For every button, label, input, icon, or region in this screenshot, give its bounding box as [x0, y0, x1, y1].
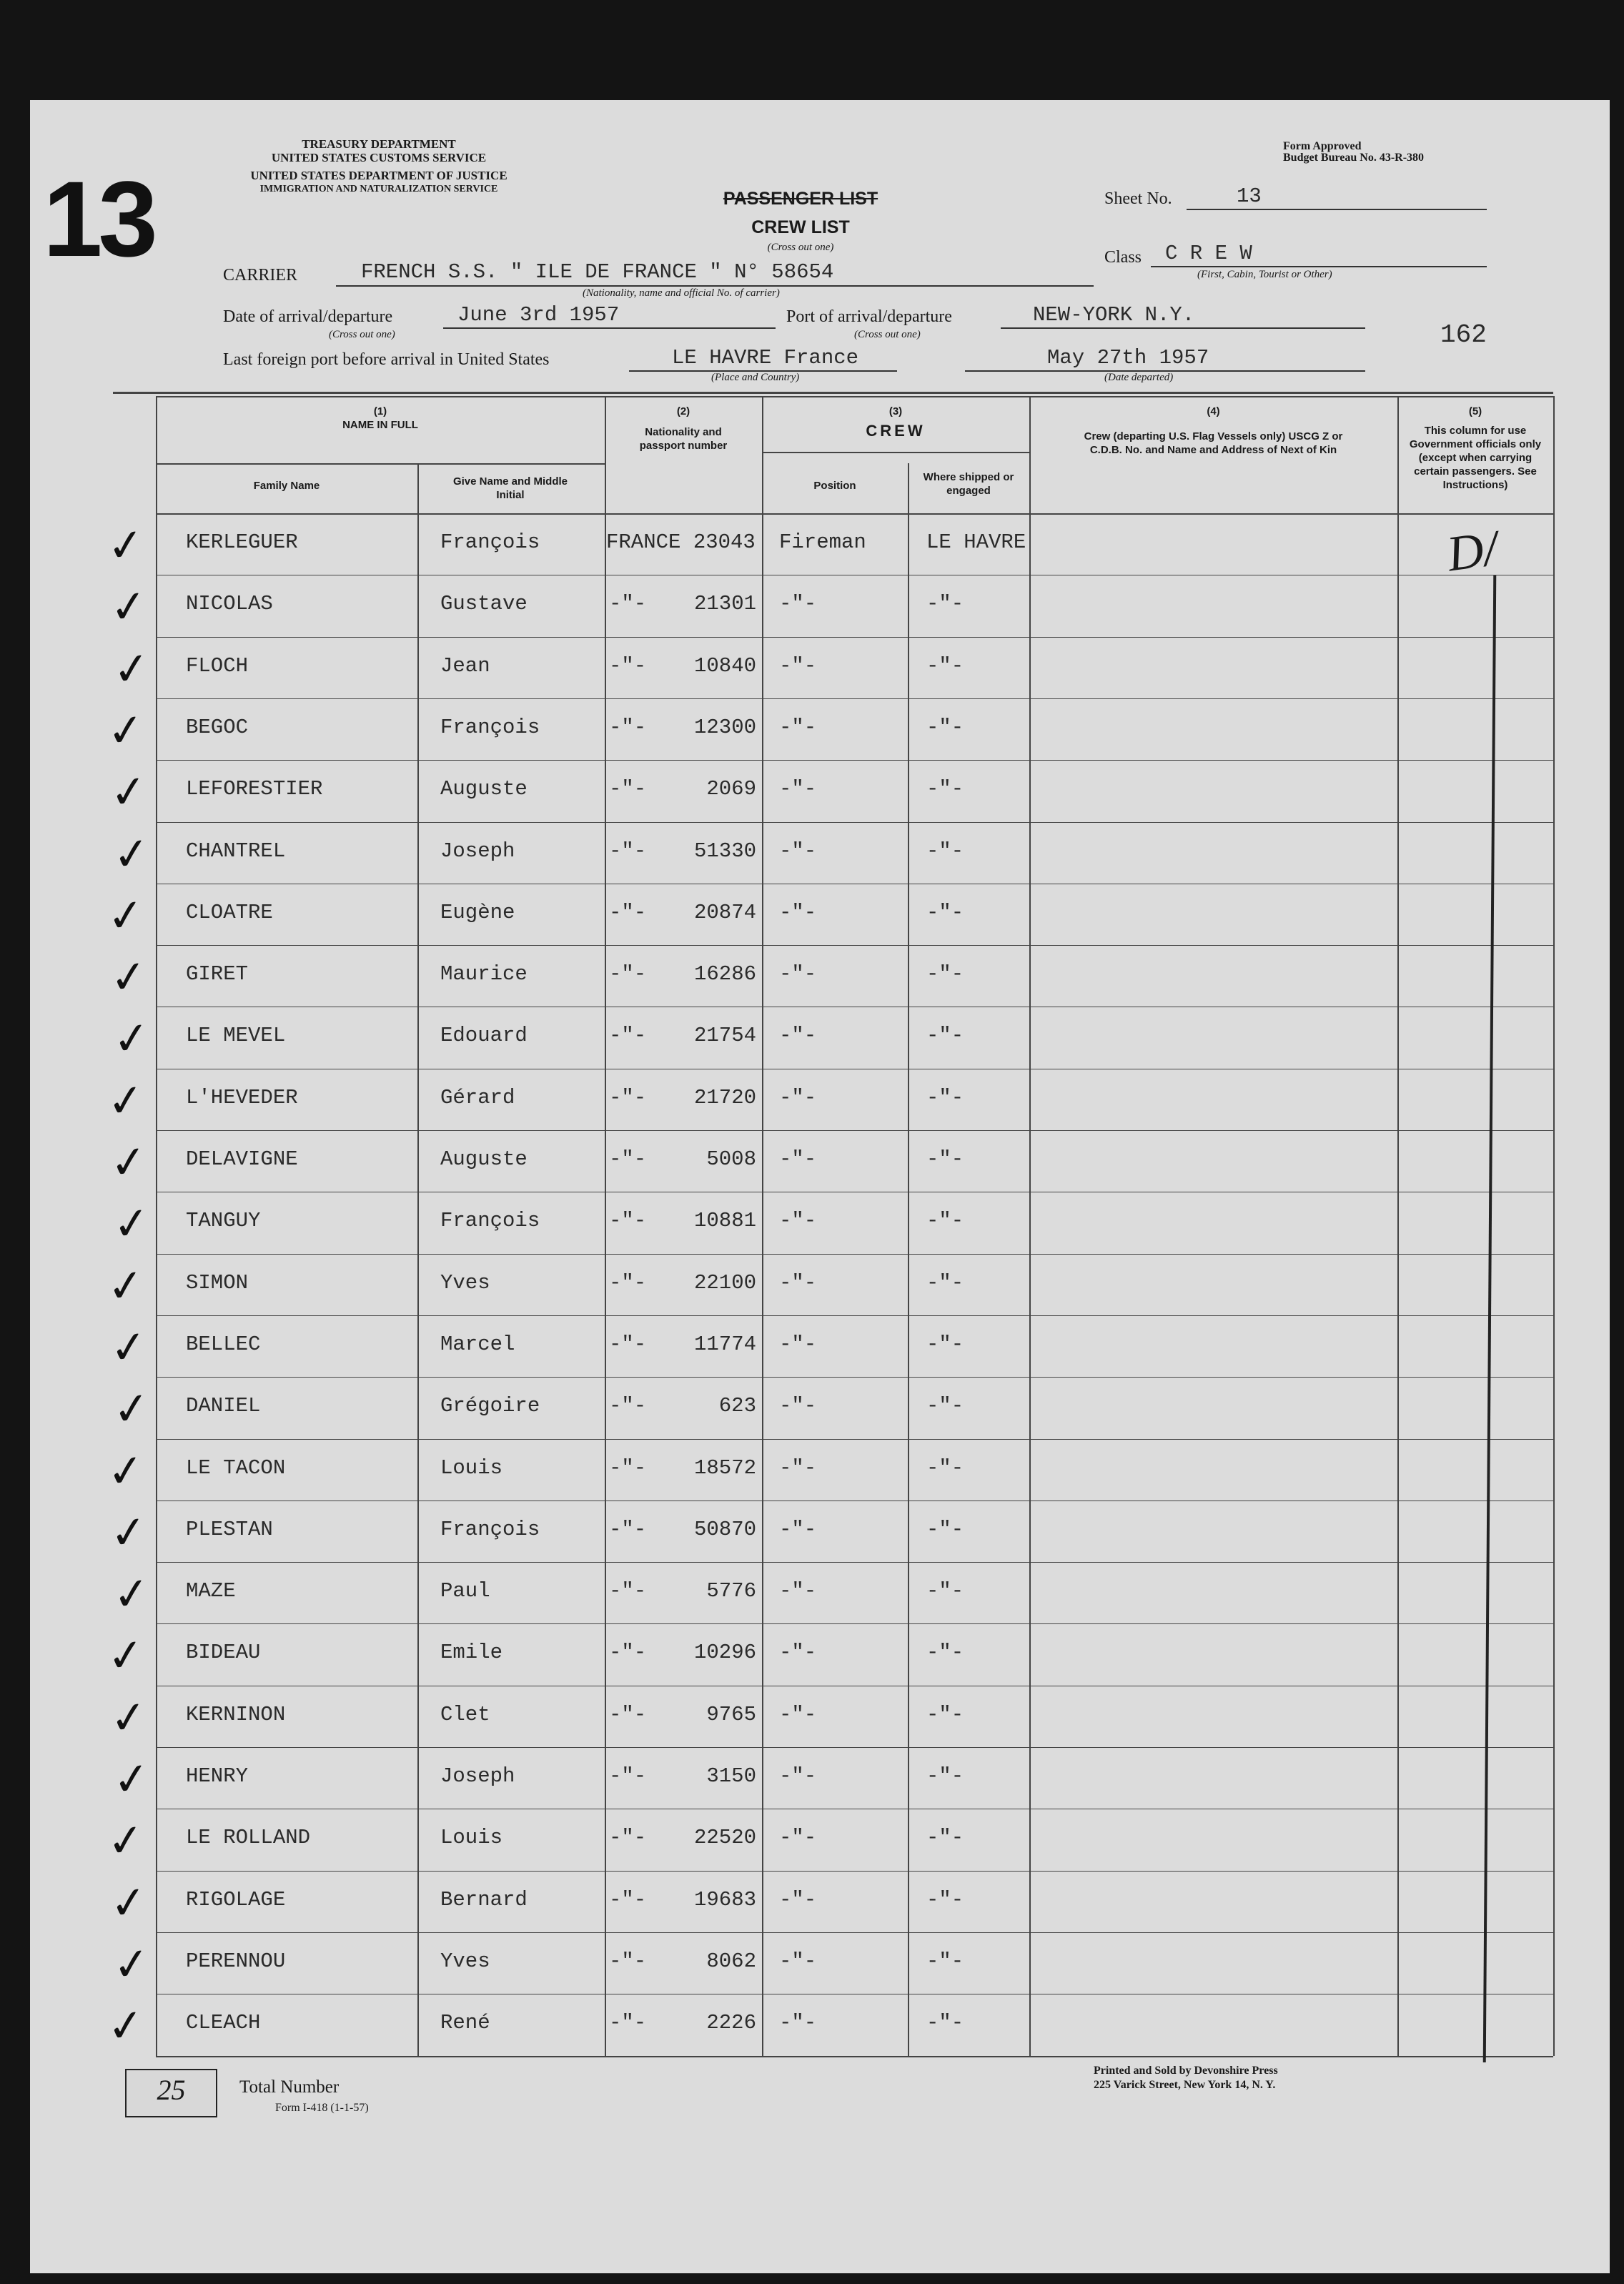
col-divider-crew [762, 396, 763, 2056]
nationality-repeat-cell: -"- [609, 592, 647, 616]
position-cell: -"- [779, 1826, 817, 1849]
position-cell: -"- [779, 1888, 817, 1912]
table-right-border [1553, 396, 1555, 2056]
nationality-repeat-cell: -"- [609, 654, 647, 678]
position-cell: -"- [779, 1764, 817, 1788]
row-rule [156, 1562, 1553, 1563]
col4-title: Crew (departing U.S. Flag Vessels only) USCG Z or C.D.B. No. and Name and Address of Next of Kin [1084, 430, 1343, 456]
col5-header [1401, 405, 1550, 492]
position-cell: -"- [779, 1703, 817, 1726]
given-name-cell: Paul [440, 1579, 490, 1603]
passport-cell: 10881 [693, 1209, 756, 1232]
check-mark-icon: ✓ [104, 887, 147, 944]
family-name-cell: TANGUY [186, 1209, 261, 1232]
passport-cell: 16286 [693, 962, 756, 986]
row-rule [156, 637, 1553, 638]
family-name-cell: LE MEVEL [186, 1024, 286, 1047]
budget-bureau: Budget Bureau No. 43-R-380 [1283, 152, 1425, 164]
col2-title: Nationality and passport number [639, 426, 728, 452]
col-divider-next-of-kin [1029, 396, 1031, 2056]
check-mark-icon: ✓ [110, 641, 153, 697]
where-shipped-cell: -"- [926, 1518, 964, 1541]
row-rule [156, 1315, 1553, 1316]
given-name-cell: Louis [440, 1456, 503, 1480]
where-shipped-cell: -"- [926, 1456, 964, 1480]
col5-title: This column for use Government officials only (except when carrying certain passengers. See Instructions) [1409, 425, 1542, 491]
nationality-repeat-cell: -"- [609, 1518, 647, 1541]
position-cell: -"- [779, 1949, 817, 1973]
where-shipped-cell: -"- [926, 1209, 964, 1232]
row-rule [156, 1377, 1553, 1378]
port-underline [1001, 327, 1365, 329]
printer-line-2: 225 Varick Street, New York 14, N. Y. [1094, 2079, 1276, 2091]
family-name-cell: GIRET [186, 962, 249, 986]
nationality-repeat-cell: -"- [609, 1333, 647, 1356]
col2-header [609, 405, 758, 453]
col-divider-nationality [605, 396, 606, 2056]
row-rule [156, 1623, 1553, 1624]
printer-line-1: Printed and Sold by Devonshire Press [1094, 2065, 1278, 2077]
given-name-cell: François [440, 1209, 540, 1232]
check-mark-icon: ✓ [107, 1319, 150, 1375]
check-mark-icon: ✓ [110, 1195, 153, 1252]
family-name-cell: CHANTREL [186, 839, 286, 863]
nationality-repeat-cell: -"- [609, 901, 647, 924]
position-cell: -"- [779, 2011, 817, 2035]
col2-number: (2) [676, 405, 690, 417]
foreign-port-caption: (Place and Country) [711, 372, 800, 383]
position-cell: -"- [779, 1271, 817, 1295]
nationality-repeat-cell: -"- [609, 1024, 647, 1047]
page-number: 162 [1440, 320, 1487, 350]
given-name-cell: Bernard [440, 1888, 528, 1912]
row-rule [156, 945, 1553, 946]
class-caption: (First, Cabin, Tourist or Other) [1197, 269, 1332, 280]
nationality-repeat-cell: -"- [609, 962, 647, 986]
where-shipped-cell: -"- [926, 839, 964, 863]
crew-list-title: CREW LIST [751, 217, 850, 237]
position-cell: -"- [779, 777, 817, 801]
position-cell: -"- [779, 1579, 817, 1603]
check-mark-icon: ✓ [104, 702, 147, 758]
passport-cell: 18572 [693, 1456, 756, 1480]
class-label: Class [1104, 248, 1142, 267]
family-name-cell: PERENNOU [186, 1949, 286, 1973]
family-name-header: Family Name [253, 480, 320, 492]
arrival-cross-out: (Cross out one) [329, 329, 395, 340]
given-name-cell: François [440, 530, 540, 554]
nationality-repeat-cell: -"- [609, 1086, 647, 1109]
passport-cell: 21754 [693, 1024, 756, 1047]
where-shipped-cell: -"- [926, 1764, 964, 1788]
check-mark-icon: ✓ [110, 1936, 153, 1992]
port-label: Port of arrival/departure [786, 307, 952, 326]
family-name-cell: DELAVIGNE [186, 1147, 298, 1171]
given-name-cell: Jean [440, 654, 490, 678]
col4-header [1044, 405, 1383, 457]
arrival-value: June 3rd 1957 [457, 303, 620, 327]
port-cross-out: (Cross out one) [854, 329, 921, 340]
position-cell: -"- [779, 1209, 817, 1232]
nationality-repeat-cell: -"- [609, 1456, 647, 1480]
arrival-underline [443, 327, 776, 329]
family-name-cell: LEFORESTIER [186, 777, 323, 801]
col4-number: (4) [1207, 405, 1220, 417]
given-name-cell: Emile [440, 1641, 503, 1664]
where-shipped-cell: -"- [926, 1579, 964, 1603]
passport-cell: 2226 [706, 2011, 756, 2035]
nationality-repeat-cell: -"- [609, 1394, 647, 1418]
given-name-cell: Louis [440, 1826, 503, 1849]
nationality-repeat-cell: -"- [609, 839, 647, 863]
check-mark-icon: ✓ [110, 826, 153, 882]
nationality-repeat-cell: -"- [609, 1703, 647, 1726]
family-name-cell: HENRY [186, 1764, 249, 1788]
position-cell: -"- [779, 654, 817, 678]
check-mark-icon: ✓ [107, 763, 150, 820]
passport-cell: 50870 [693, 1518, 756, 1541]
check-mark-icon: ✓ [107, 1504, 150, 1561]
crew-header-rule [762, 452, 1029, 453]
family-name-cell: LE ROLLAND [186, 1826, 311, 1849]
given-name-cell: François [440, 1518, 540, 1541]
nationality-repeat-cell: -"- [609, 1764, 647, 1788]
row-rule [156, 698, 1553, 699]
cross-out-note: (Cross out one) [767, 242, 834, 253]
nationality-repeat-cell: -"- [609, 1209, 647, 1232]
passport-cell: 2069 [706, 777, 756, 801]
check-mark-icon: ✓ [104, 1443, 147, 1499]
foreign-port-value: LE HAVRE France [672, 346, 859, 370]
nationality-repeat-cell: -"- [609, 1579, 647, 1603]
check-mark-icon: ✓ [104, 517, 147, 573]
passport-cell: 20874 [693, 901, 756, 924]
check-mark-icon: ✓ [104, 1627, 147, 1684]
where-shipped-cell: -"- [926, 1086, 964, 1109]
given-name-cell: Clet [440, 1703, 490, 1726]
family-name-cell: LE TACON [186, 1456, 286, 1480]
nationality-repeat-cell: -"- [609, 1826, 647, 1849]
family-name-cell: FLOCH [186, 654, 249, 678]
given-name-cell: Edouard [440, 1024, 528, 1047]
where-shipped-cell: -"- [926, 592, 964, 616]
col1-number: (1) [373, 405, 387, 417]
given-name-cell: Gustave [440, 592, 528, 616]
position-cell: -"- [779, 839, 817, 863]
port-value: NEW-YORK N.Y. [1033, 303, 1195, 327]
nationality-repeat-cell: -"- [609, 716, 647, 739]
date-departed-value: May 27th 1957 [1047, 346, 1209, 370]
row-rule [156, 1254, 1553, 1255]
position-cell: -"- [779, 1456, 817, 1480]
given-name-cell: Yves [440, 1271, 490, 1295]
passport-cell: 9765 [706, 1703, 756, 1726]
table-top-rule [113, 392, 1553, 394]
col-divider-given [417, 463, 419, 2056]
family-name-cell: PLESTAN [186, 1518, 273, 1541]
position-cell: -"- [779, 1333, 817, 1356]
given-name-cell: Eugène [440, 901, 515, 924]
passport-cell: 5008 [706, 1147, 756, 1171]
where-shipped-cell: -"- [926, 716, 964, 739]
family-name-cell: DANIEL [186, 1394, 261, 1418]
carrier-caption: (Nationality, name and official No. of carrier) [583, 287, 780, 299]
row-rule [156, 1130, 1553, 1131]
given-name-cell: Maurice [440, 962, 528, 986]
class-value: C R E W [1165, 242, 1252, 265]
given-name-cell: Marcel [440, 1333, 515, 1356]
passport-cell: 22520 [693, 1826, 756, 1849]
name-header-rule [156, 463, 605, 465]
where-shipped-cell: -"- [926, 901, 964, 924]
check-mark-icon: ✓ [107, 1134, 150, 1190]
family-name-cell: KERNINON [186, 1703, 286, 1726]
sheet-stamp-number: 13 [43, 159, 154, 279]
check-mark-icon: ✓ [107, 949, 150, 1005]
nationality-repeat-cell: -"- [609, 1641, 647, 1664]
passport-cell: FRANCE 23043 [606, 530, 756, 554]
passport-cell: 3150 [706, 1764, 756, 1788]
col-divider-official [1397, 396, 1399, 2056]
family-name-cell: SIMON [186, 1271, 249, 1295]
passport-cell: 8062 [706, 1949, 756, 1973]
check-mark-icon: ✓ [104, 1997, 147, 2054]
position-cell: -"- [779, 1641, 817, 1664]
where-shipped-cell: -"- [926, 1826, 964, 1849]
passenger-list-title: PASSENGER LIST [723, 189, 878, 209]
position-cell: Fireman [779, 530, 866, 554]
foreign-port-label: Last foreign port before arrival in United States [223, 350, 550, 369]
agency-line: IMMIGRATION AND NATURALIZATION SERVICE [259, 184, 498, 194]
col5-number: (5) [1468, 405, 1482, 417]
where-shipped-cell: -"- [926, 1641, 964, 1664]
given-name-cell: François [440, 716, 540, 739]
passport-cell: 5776 [706, 1579, 756, 1603]
sheet-underline [1187, 209, 1487, 210]
passport-cell: 21720 [693, 1086, 756, 1109]
given-name-cell: Auguste [440, 1147, 528, 1171]
where-shipped-cell: -"- [926, 654, 964, 678]
position-cell: -"- [779, 1086, 817, 1109]
col3-header [762, 405, 1029, 440]
agency-block [186, 137, 572, 196]
passport-cell: 11774 [693, 1333, 756, 1356]
family-name-cell: CLOATRE [186, 901, 273, 924]
given-name-cell: Grégoire [440, 1394, 540, 1418]
check-mark-icon: ✓ [107, 578, 150, 635]
position-header: Position [813, 480, 856, 492]
given-name-cell: René [440, 2011, 490, 2035]
table-top-rule-2 [156, 396, 1553, 397]
agency-line: TREASURY DEPARTMENT [302, 137, 456, 151]
nationality-repeat-cell: -"- [609, 1949, 647, 1973]
family-name-cell: BEGOC [186, 716, 249, 739]
position-cell: -"- [779, 901, 817, 924]
where-shipped-cell: -"- [926, 2011, 964, 2035]
where-shipped-cell: -"- [926, 1394, 964, 1418]
family-name-cell: MAZE [186, 1579, 236, 1603]
passport-cell: 19683 [693, 1888, 756, 1912]
row-rule [156, 1871, 1553, 1872]
passport-cell: 22100 [693, 1271, 756, 1295]
position-cell: -"- [779, 1394, 817, 1418]
family-name-cell: KERLEGUER [186, 530, 298, 554]
check-mark-icon: ✓ [104, 1812, 147, 1869]
row-rule [156, 1932, 1553, 1933]
check-mark-icon: ✓ [110, 1751, 153, 1807]
where-shipped-cell: -"- [926, 1888, 964, 1912]
position-cell: -"- [779, 716, 817, 739]
row-rule [156, 1439, 1553, 1440]
family-name-cell: CLEACH [186, 2011, 261, 2035]
official-mark: D/ [1443, 520, 1501, 583]
where-shipped-cell: -"- [926, 1949, 964, 1973]
where-shipped-cell: -"- [926, 777, 964, 801]
passport-cell: 12300 [693, 716, 756, 739]
where-shipped-cell: LE HAVRE [926, 530, 1026, 554]
where-shipped-cell: -"- [926, 1703, 964, 1726]
check-mark-icon: ✓ [110, 1010, 153, 1067]
nationality-repeat-cell: -"- [609, 1888, 647, 1912]
table-bottom-rule [156, 2056, 1553, 2057]
table-left-border [156, 396, 157, 2056]
check-mark-icon: ✓ [110, 1380, 153, 1437]
position-cell: -"- [779, 592, 817, 616]
col-divider-where [908, 463, 909, 2056]
passport-cell: 21301 [693, 592, 756, 616]
where-shipped-cell: -"- [926, 1147, 964, 1171]
total-value: 25 [157, 2074, 186, 2106]
col1-title: NAME IN FULL [342, 419, 418, 431]
passport-cell: 623 [718, 1394, 756, 1418]
total-label: Total Number [239, 2077, 340, 2097]
where-shipped-cell: -"- [926, 1333, 964, 1356]
col3-number: (3) [888, 405, 903, 417]
family-name-cell: BIDEAU [186, 1641, 261, 1664]
passport-cell: 10840 [693, 654, 756, 678]
given-name-cell: Yves [440, 1949, 490, 1973]
where-shipped-cell: -"- [926, 1024, 964, 1047]
given-name-header: Give Name and Middle Initial [452, 475, 568, 501]
family-name-cell: BELLEC [186, 1333, 261, 1356]
row-rule [156, 1747, 1553, 1748]
passport-cell: 10296 [693, 1641, 756, 1664]
check-mark-icon: ✓ [104, 1257, 147, 1314]
check-mark-icon: ✓ [107, 1689, 150, 1746]
where-shipped-cell: -"- [926, 962, 964, 986]
arrival-label: Date of arrival/departure [223, 307, 393, 326]
family-name-cell: NICOLAS [186, 592, 273, 616]
nationality-repeat-cell: -"- [609, 777, 647, 801]
nationality-repeat-cell: -"- [609, 2011, 647, 2035]
class-underline [1151, 266, 1487, 267]
check-mark-icon: ✓ [110, 1566, 153, 1622]
agency-line: UNITED STATES DEPARTMENT OF JUSTICE [250, 169, 508, 182]
passport-cell: 51330 [693, 839, 756, 863]
given-name-cell: Joseph [440, 1764, 515, 1788]
position-cell: -"- [779, 1147, 817, 1171]
where-shipped-cell: -"- [926, 1271, 964, 1295]
carrier-underline [336, 285, 1094, 287]
row-rule [156, 760, 1553, 761]
col3-title: CREW [866, 422, 926, 440]
check-mark-icon: ✓ [104, 1072, 147, 1129]
carrier-value: FRENCH S.S. " ILE DE FRANCE " N° 58654 [361, 260, 834, 284]
check-mark-icon: ✓ [107, 1874, 150, 1931]
given-name-cell: Joseph [440, 839, 515, 863]
position-cell: -"- [779, 1518, 817, 1541]
nationality-repeat-cell: -"- [609, 1147, 647, 1171]
given-name-cell: Gérard [440, 1086, 515, 1109]
carrier-label: CARRIER [223, 266, 298, 285]
form-approved: Form Approved [1283, 140, 1362, 152]
sheet-label: Sheet No. [1104, 189, 1172, 208]
nationality-repeat-cell: -"- [609, 1271, 647, 1295]
date-departed-caption: (Date departed) [1104, 372, 1174, 383]
family-name-cell: L'HEVEDER [186, 1086, 298, 1109]
agency-line: UNITED STATES CUSTOMS SERVICE [271, 151, 487, 164]
position-cell: -"- [779, 962, 817, 986]
family-name-cell: RIGOLAGE [186, 1888, 286, 1912]
form-number: Form I-418 (1-1-57) [275, 2102, 369, 2114]
row-rule [156, 822, 1553, 823]
where-shipped-header: Where shipped or engaged [923, 471, 1014, 497]
col1-header [156, 405, 605, 432]
position-cell: -"- [779, 1024, 817, 1047]
given-name-cell: Auguste [440, 777, 528, 801]
header-bottom-rule [156, 513, 1553, 515]
sheet-value: 13 [1237, 184, 1262, 208]
